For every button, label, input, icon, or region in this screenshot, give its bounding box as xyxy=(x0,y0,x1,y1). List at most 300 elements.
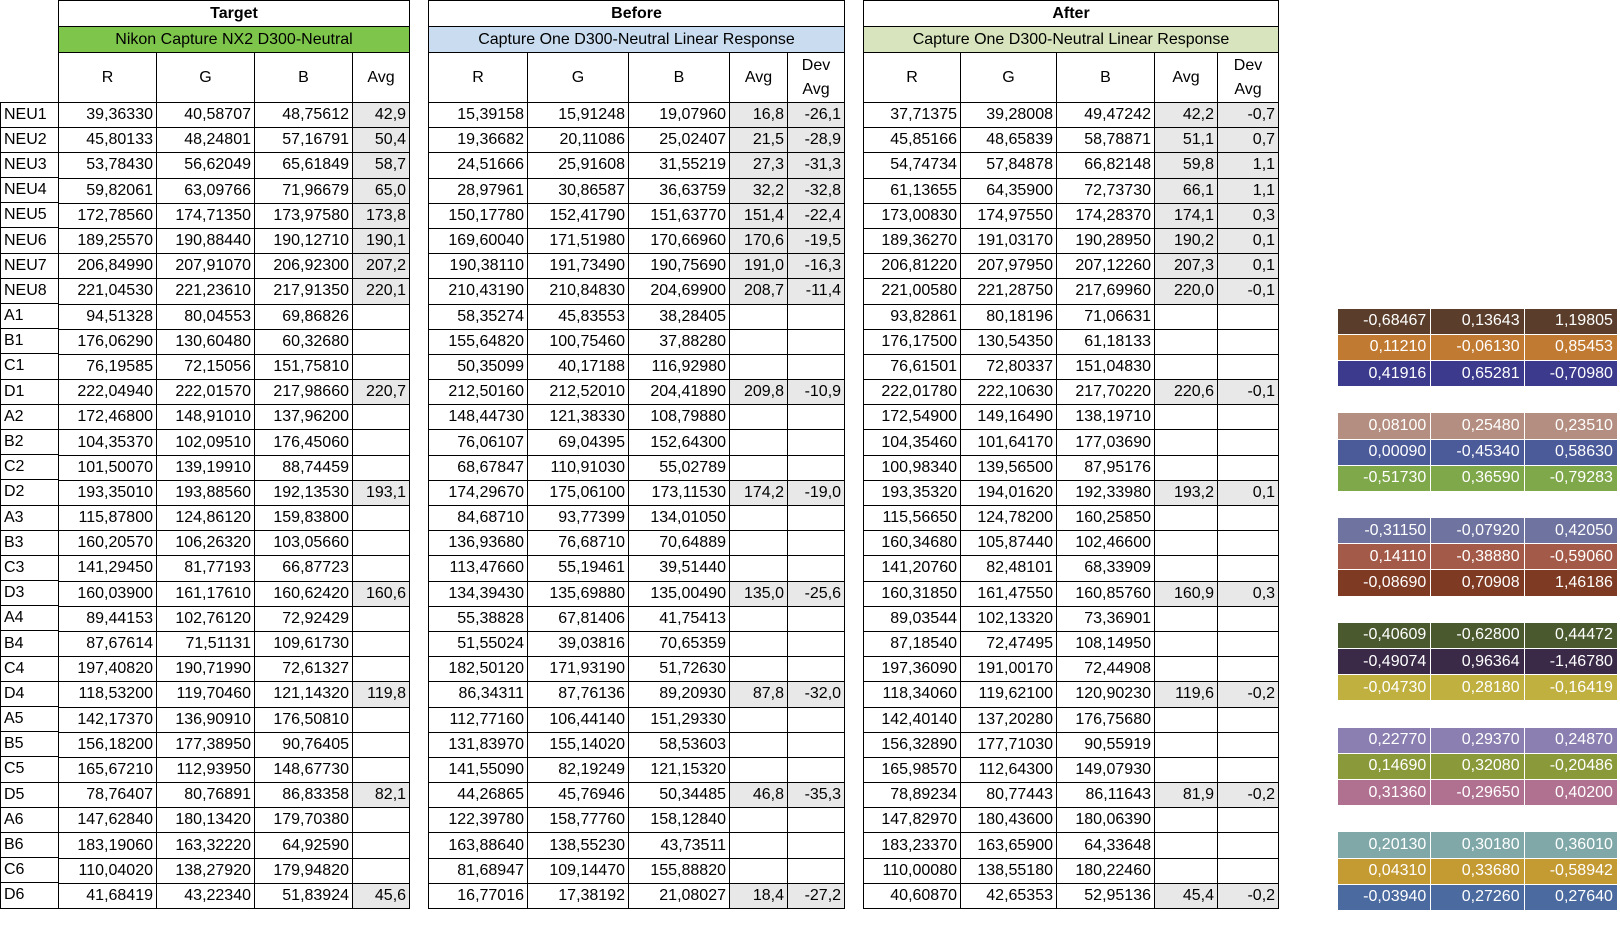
table-row xyxy=(429,430,845,455)
table-row xyxy=(429,682,845,707)
row-label: NEU8 xyxy=(1,278,59,303)
table-cell xyxy=(1155,405,1218,430)
table-row xyxy=(1,379,59,404)
swatch-cell: -0,20486 xyxy=(1524,753,1617,779)
table-cell: 210,84830 xyxy=(528,279,629,304)
table-cell: 104,35460 xyxy=(864,430,961,455)
table-cell: 45,85166 xyxy=(864,128,961,153)
table-row xyxy=(429,329,845,354)
table-cell: 174,71350 xyxy=(157,203,255,228)
swatch-row xyxy=(1338,832,1618,858)
table-cell xyxy=(788,858,845,883)
table-cell: 141,29450 xyxy=(59,556,157,581)
table-cell: 193,88560 xyxy=(157,480,255,505)
table-cell: 174,1 xyxy=(1155,203,1218,228)
table-cell: 135,0 xyxy=(730,581,788,606)
table-cell: 84,68710 xyxy=(429,506,528,531)
table-cell: 102,46600 xyxy=(1057,531,1155,556)
table-row xyxy=(429,707,845,732)
table-cell: 76,68710 xyxy=(528,531,629,556)
table-cell: 76,06107 xyxy=(429,430,528,455)
table-cell: 87,8 xyxy=(730,682,788,707)
table-cell: 176,06290 xyxy=(59,329,157,354)
row-label: C6 xyxy=(1,858,59,883)
table-cell xyxy=(788,707,845,732)
table-row xyxy=(59,581,410,606)
table-row xyxy=(429,455,845,480)
table-cell: 171,51980 xyxy=(528,228,629,253)
after-table xyxy=(863,0,1279,909)
table-cell xyxy=(353,556,410,581)
table-cell: 81,77193 xyxy=(157,556,255,581)
swatch-cell: 0,23510 xyxy=(1524,413,1617,439)
table-cell: 25,91608 xyxy=(528,153,629,178)
table-cell: 55,38828 xyxy=(429,606,528,631)
table-cell: 121,38330 xyxy=(528,405,629,430)
table-row xyxy=(59,808,410,833)
target-table xyxy=(58,0,410,909)
table-row xyxy=(59,178,410,203)
table-row xyxy=(864,430,1279,455)
table-cell: -32,8 xyxy=(788,178,845,203)
swatch-cell: -0,79283 xyxy=(1524,465,1617,491)
table-cell: 50,4 xyxy=(353,128,410,153)
swatch-cell: 0,31360 xyxy=(1338,779,1431,805)
swatch-cell: -0,31150 xyxy=(1338,518,1431,544)
table-cell: 52,95136 xyxy=(1057,883,1155,908)
table-cell: 147,62840 xyxy=(59,808,157,833)
table-cell: 158,77760 xyxy=(528,808,629,833)
swatch-empty-cell xyxy=(1524,701,1617,727)
table-cell: 0,1 xyxy=(1218,480,1279,505)
table-cell xyxy=(353,858,410,883)
table-cell: 190,88440 xyxy=(157,228,255,253)
table-cell: 70,64889 xyxy=(629,531,730,556)
table-cell: 87,95176 xyxy=(1057,455,1155,480)
table-cell: 173,97580 xyxy=(255,203,353,228)
row-label: B2 xyxy=(1,429,59,454)
table-cell: 21,5 xyxy=(730,128,788,153)
table-cell: 86,34311 xyxy=(429,682,528,707)
table-cell: 192,13530 xyxy=(255,480,353,505)
swatch-cell: 1,19805 xyxy=(1524,308,1617,334)
table-cell: 113,47660 xyxy=(429,556,528,581)
table-cell xyxy=(1218,304,1279,329)
table-cell: 104,35370 xyxy=(59,430,157,455)
table-cell xyxy=(730,657,788,682)
table-cell: -11,4 xyxy=(788,279,845,304)
swatch-cell: 0,40200 xyxy=(1524,779,1617,805)
table-cell: 206,84990 xyxy=(59,254,157,279)
table-cell xyxy=(730,531,788,556)
table-row xyxy=(59,279,410,304)
row-label: B1 xyxy=(1,329,59,354)
table-cell: 172,78560 xyxy=(59,203,157,228)
swatch-cell: 0,11210 xyxy=(1338,334,1431,360)
table-row xyxy=(59,228,410,253)
table-cell: 118,34060 xyxy=(864,682,961,707)
table-row xyxy=(59,430,410,455)
table-cell xyxy=(730,556,788,581)
table-cell: 68,67847 xyxy=(429,455,528,480)
table-cell: 191,73490 xyxy=(528,254,629,279)
row-label: A1 xyxy=(1,304,59,329)
table-cell: 221,04530 xyxy=(59,279,157,304)
table-row xyxy=(864,732,1279,757)
table-cell: 176,50810 xyxy=(255,707,353,732)
swatch-cell: -0,29650 xyxy=(1431,779,1524,805)
table-row xyxy=(1,253,59,278)
table-cell: 137,20280 xyxy=(961,707,1057,732)
table-cell: 64,33648 xyxy=(1057,833,1155,858)
table-cell: 206,81220 xyxy=(864,254,961,279)
table-row xyxy=(1,581,59,606)
table-cell: 160,9 xyxy=(1155,581,1218,606)
table-row xyxy=(429,808,845,833)
table-row xyxy=(1,203,59,228)
table-cell: 207,3 xyxy=(1155,254,1218,279)
table-cell: 1,1 xyxy=(1218,178,1279,203)
table-cell xyxy=(1218,531,1279,556)
table-cell: 120,90230 xyxy=(1057,682,1155,707)
table-row xyxy=(1,807,59,832)
swatch-cell: 0,29370 xyxy=(1431,727,1524,753)
table-cell xyxy=(730,631,788,656)
table-cell: 190,38110 xyxy=(429,254,528,279)
table-cell: 106,44140 xyxy=(528,707,629,732)
swatch-empty-cell xyxy=(1431,596,1524,622)
table-cell: 73,36901 xyxy=(1057,606,1155,631)
table-row xyxy=(429,581,845,606)
table-cell: 60,32680 xyxy=(255,329,353,354)
table-cell: 19,36682 xyxy=(429,128,528,153)
table-cell: -22,4 xyxy=(788,203,845,228)
table-cell: 155,14020 xyxy=(528,732,629,757)
table-cell xyxy=(353,631,410,656)
table-row xyxy=(429,556,845,581)
table-cell: 160,6 xyxy=(353,581,410,606)
table-cell: 119,6 xyxy=(1155,682,1218,707)
table-cell xyxy=(730,732,788,757)
table-row xyxy=(429,531,845,556)
table-cell: 134,39430 xyxy=(429,581,528,606)
table-cell: 183,19060 xyxy=(59,833,157,858)
row-label: C1 xyxy=(1,354,59,379)
table-cell xyxy=(1218,732,1279,757)
table-cell: 152,41790 xyxy=(528,203,629,228)
table-cell: 80,77443 xyxy=(961,783,1057,808)
table-cell: 151,63770 xyxy=(629,203,730,228)
table-row xyxy=(1,656,59,681)
table-row xyxy=(59,329,410,354)
table-row xyxy=(1,631,59,656)
table-cell: 208,7 xyxy=(730,279,788,304)
table-cell: 141,20760 xyxy=(864,556,961,581)
swatch-row xyxy=(1338,779,1618,805)
table-cell xyxy=(353,430,410,455)
table-cell: 100,98340 xyxy=(864,455,961,480)
table-cell: 18,4 xyxy=(730,883,788,908)
table-cell: 38,28405 xyxy=(629,304,730,329)
table-cell: 165,98570 xyxy=(864,757,961,782)
table-row xyxy=(1,304,59,329)
table-cell: 175,06100 xyxy=(528,480,629,505)
table-cell: 20,11086 xyxy=(528,128,629,153)
table-cell xyxy=(788,329,845,354)
table-cell: 112,77160 xyxy=(429,707,528,732)
table-cell: 69,86826 xyxy=(255,304,353,329)
table-cell: 49,47242 xyxy=(1057,103,1155,128)
table-cell: -35,3 xyxy=(788,783,845,808)
table-cell: 174,2 xyxy=(730,480,788,505)
row-label: A3 xyxy=(1,505,59,530)
table-row xyxy=(864,480,1279,505)
table-row xyxy=(864,757,1279,782)
table-cell: -25,6 xyxy=(788,581,845,606)
row-label: A4 xyxy=(1,606,59,631)
table-row xyxy=(1,455,59,480)
table-cell: 160,31850 xyxy=(864,581,961,606)
table-cell xyxy=(353,354,410,379)
column-header: R xyxy=(59,53,157,103)
table-cell xyxy=(1155,329,1218,354)
table-cell xyxy=(730,354,788,379)
table-row xyxy=(864,833,1279,858)
table-cell: 70,65359 xyxy=(629,631,730,656)
table-cell: 222,01570 xyxy=(157,380,255,405)
table-row xyxy=(864,380,1279,405)
table-cell: 0,3 xyxy=(1218,581,1279,606)
swatch-cell: -0,45340 xyxy=(1431,439,1524,465)
swatch-cell: -0,62800 xyxy=(1431,622,1524,648)
table-cell: 39,51440 xyxy=(629,556,730,581)
swatch-cell: -0,51730 xyxy=(1338,465,1431,491)
table-cell xyxy=(1155,732,1218,757)
table-cell: 86,11643 xyxy=(1057,783,1155,808)
table-cell xyxy=(730,606,788,631)
table-cell xyxy=(788,354,845,379)
table-row xyxy=(429,304,845,329)
table-cell: 37,88280 xyxy=(629,329,730,354)
table-cell xyxy=(1218,329,1279,354)
swatch-row xyxy=(1338,518,1618,544)
row-label: D4 xyxy=(1,681,59,706)
table-cell: 207,97950 xyxy=(961,254,1057,279)
table-cell xyxy=(1155,707,1218,732)
table-cell: 108,14950 xyxy=(1057,631,1155,656)
table-cell: 109,61730 xyxy=(255,631,353,656)
table-cell: 177,71030 xyxy=(961,732,1057,757)
table-cell: 19,07960 xyxy=(629,103,730,128)
table-row xyxy=(429,153,845,178)
row-label: D2 xyxy=(1,480,59,505)
table-row xyxy=(429,254,845,279)
table-cell xyxy=(1155,531,1218,556)
table-cell: 217,70220 xyxy=(1057,380,1155,405)
block-subtitle: Capture One D300-Neutral Linear Response xyxy=(864,27,1279,53)
table-row xyxy=(429,506,845,531)
table-cell: 121,14320 xyxy=(255,682,353,707)
table-cell: -10,9 xyxy=(788,380,845,405)
table-cell xyxy=(1218,606,1279,631)
row-label: NEU7 xyxy=(1,253,59,278)
table-cell: 72,44908 xyxy=(1057,657,1155,682)
column-header: Dev Avg xyxy=(788,53,845,103)
table-row xyxy=(864,103,1279,128)
table-cell: 87,18540 xyxy=(864,631,961,656)
table-row xyxy=(1,329,59,354)
swatch-cell: 0,13643 xyxy=(1431,308,1524,334)
table-cell xyxy=(353,304,410,329)
swatch-cell: 0,00090 xyxy=(1338,439,1431,465)
table-cell: 63,09766 xyxy=(157,178,255,203)
table-cell: 72,15056 xyxy=(157,354,255,379)
table-cell: 174,97550 xyxy=(961,203,1057,228)
table-cell: 17,38192 xyxy=(528,883,629,908)
table-row xyxy=(1,707,59,732)
table-cell xyxy=(353,405,410,430)
table-cell: 61,13655 xyxy=(864,178,961,203)
table-cell: 64,92590 xyxy=(255,833,353,858)
table-cell: 206,92300 xyxy=(255,254,353,279)
swatch-empty-cell xyxy=(1431,701,1524,727)
table-row xyxy=(1,278,59,303)
table-cell xyxy=(788,556,845,581)
row-label: C3 xyxy=(1,555,59,580)
table-cell: 151,29330 xyxy=(629,707,730,732)
column-header: B xyxy=(1057,53,1155,103)
table-cell: 65,61849 xyxy=(255,153,353,178)
column-header: B xyxy=(255,53,353,103)
table-cell: 93,77399 xyxy=(528,506,629,531)
table-cell: 67,81406 xyxy=(528,606,629,631)
swatch-row xyxy=(1338,439,1618,465)
table-cell: 189,25570 xyxy=(59,228,157,253)
table-cell: 149,07930 xyxy=(1057,757,1155,782)
table-cell: 44,26865 xyxy=(429,783,528,808)
table-row xyxy=(864,657,1279,682)
table-cell: -0,2 xyxy=(1218,783,1279,808)
table-cell: 163,88640 xyxy=(429,833,528,858)
table-row xyxy=(59,354,410,379)
swatch-cell: -0,07920 xyxy=(1431,518,1524,544)
table-cell: -16,3 xyxy=(788,254,845,279)
table-row xyxy=(429,858,845,883)
table-cell: 51,72630 xyxy=(629,657,730,682)
table-cell: 93,82861 xyxy=(864,304,961,329)
swatch-cell: 0,44472 xyxy=(1524,622,1617,648)
table-cell xyxy=(1155,833,1218,858)
table-cell: 48,75612 xyxy=(255,103,353,128)
table-cell xyxy=(1155,354,1218,379)
table-cell: 176,75680 xyxy=(1057,707,1155,732)
table-cell: 136,90910 xyxy=(157,707,255,732)
table-cell: 194,01620 xyxy=(961,480,1057,505)
table-cell: 45,83553 xyxy=(528,304,629,329)
table-cell: 112,64300 xyxy=(961,757,1057,782)
table-cell: 56,62049 xyxy=(157,153,255,178)
table-cell xyxy=(1155,631,1218,656)
table-cell: 82,1 xyxy=(353,783,410,808)
column-header: G xyxy=(157,53,255,103)
swatch-empty-cell xyxy=(1524,806,1617,832)
table-row xyxy=(864,279,1279,304)
table-cell: 25,02407 xyxy=(629,128,730,153)
swatch-cell: -0,03940 xyxy=(1338,884,1431,910)
table-cell: 15,91248 xyxy=(528,103,629,128)
table-row xyxy=(864,354,1279,379)
row-label: NEU1 xyxy=(1,102,59,127)
table-cell xyxy=(353,506,410,531)
swatch-empty-cell xyxy=(1338,491,1431,517)
header-spacer xyxy=(1,0,59,26)
table-cell xyxy=(788,405,845,430)
table-row xyxy=(429,228,845,253)
table-cell xyxy=(353,808,410,833)
table-cell: 110,04020 xyxy=(59,858,157,883)
table-cell xyxy=(788,531,845,556)
table-row xyxy=(59,405,410,430)
table-cell xyxy=(1218,354,1279,379)
table-row xyxy=(864,304,1279,329)
table-cell: 119,8 xyxy=(353,682,410,707)
table-row xyxy=(1,480,59,505)
table-cell: 135,69880 xyxy=(528,581,629,606)
table-cell: 68,33909 xyxy=(1057,556,1155,581)
swatch-row xyxy=(1338,649,1618,675)
table-cell: -0,1 xyxy=(1218,279,1279,304)
table-cell: 119,70460 xyxy=(157,682,255,707)
table-row xyxy=(864,556,1279,581)
swatch-row xyxy=(1338,622,1618,648)
table-cell: 45,4 xyxy=(1155,883,1218,908)
table-row xyxy=(864,631,1279,656)
table-cell: 158,12840 xyxy=(629,808,730,833)
column-header: G xyxy=(528,53,629,103)
swatch-row xyxy=(1338,465,1618,491)
table-row xyxy=(59,682,410,707)
table-row xyxy=(1,555,59,580)
table-cell xyxy=(353,606,410,631)
table-cell: 87,67614 xyxy=(59,631,157,656)
table-cell: 148,67730 xyxy=(255,757,353,782)
table-row xyxy=(1,429,59,454)
table-row xyxy=(59,128,410,153)
block-subtitle: Capture One D300-Neutral Linear Response xyxy=(429,27,845,53)
swatch-cell: 0,25480 xyxy=(1431,413,1524,439)
table-cell: 139,56500 xyxy=(961,455,1057,480)
table-cell: 78,89234 xyxy=(864,783,961,808)
table-cell: 160,25850 xyxy=(1057,506,1155,531)
table-cell: 122,39780 xyxy=(429,808,528,833)
swatch-cell: 0,24870 xyxy=(1524,727,1617,753)
table-cell: 80,76891 xyxy=(157,783,255,808)
table-cell: 217,98660 xyxy=(255,380,353,405)
swatch-empty-cell xyxy=(1338,806,1431,832)
table-cell: 191,0 xyxy=(730,254,788,279)
table-row xyxy=(59,455,410,480)
table-cell xyxy=(1218,405,1279,430)
table-row xyxy=(864,329,1279,354)
table-cell: 220,1 xyxy=(353,279,410,304)
table-cell: 27,3 xyxy=(730,153,788,178)
table-cell: 183,23370 xyxy=(864,833,961,858)
table-cell: 174,28370 xyxy=(1057,203,1155,228)
table-cell: 45,80133 xyxy=(59,128,157,153)
table-cell xyxy=(788,506,845,531)
table-cell: 134,01050 xyxy=(629,506,730,531)
table-row xyxy=(429,883,845,908)
